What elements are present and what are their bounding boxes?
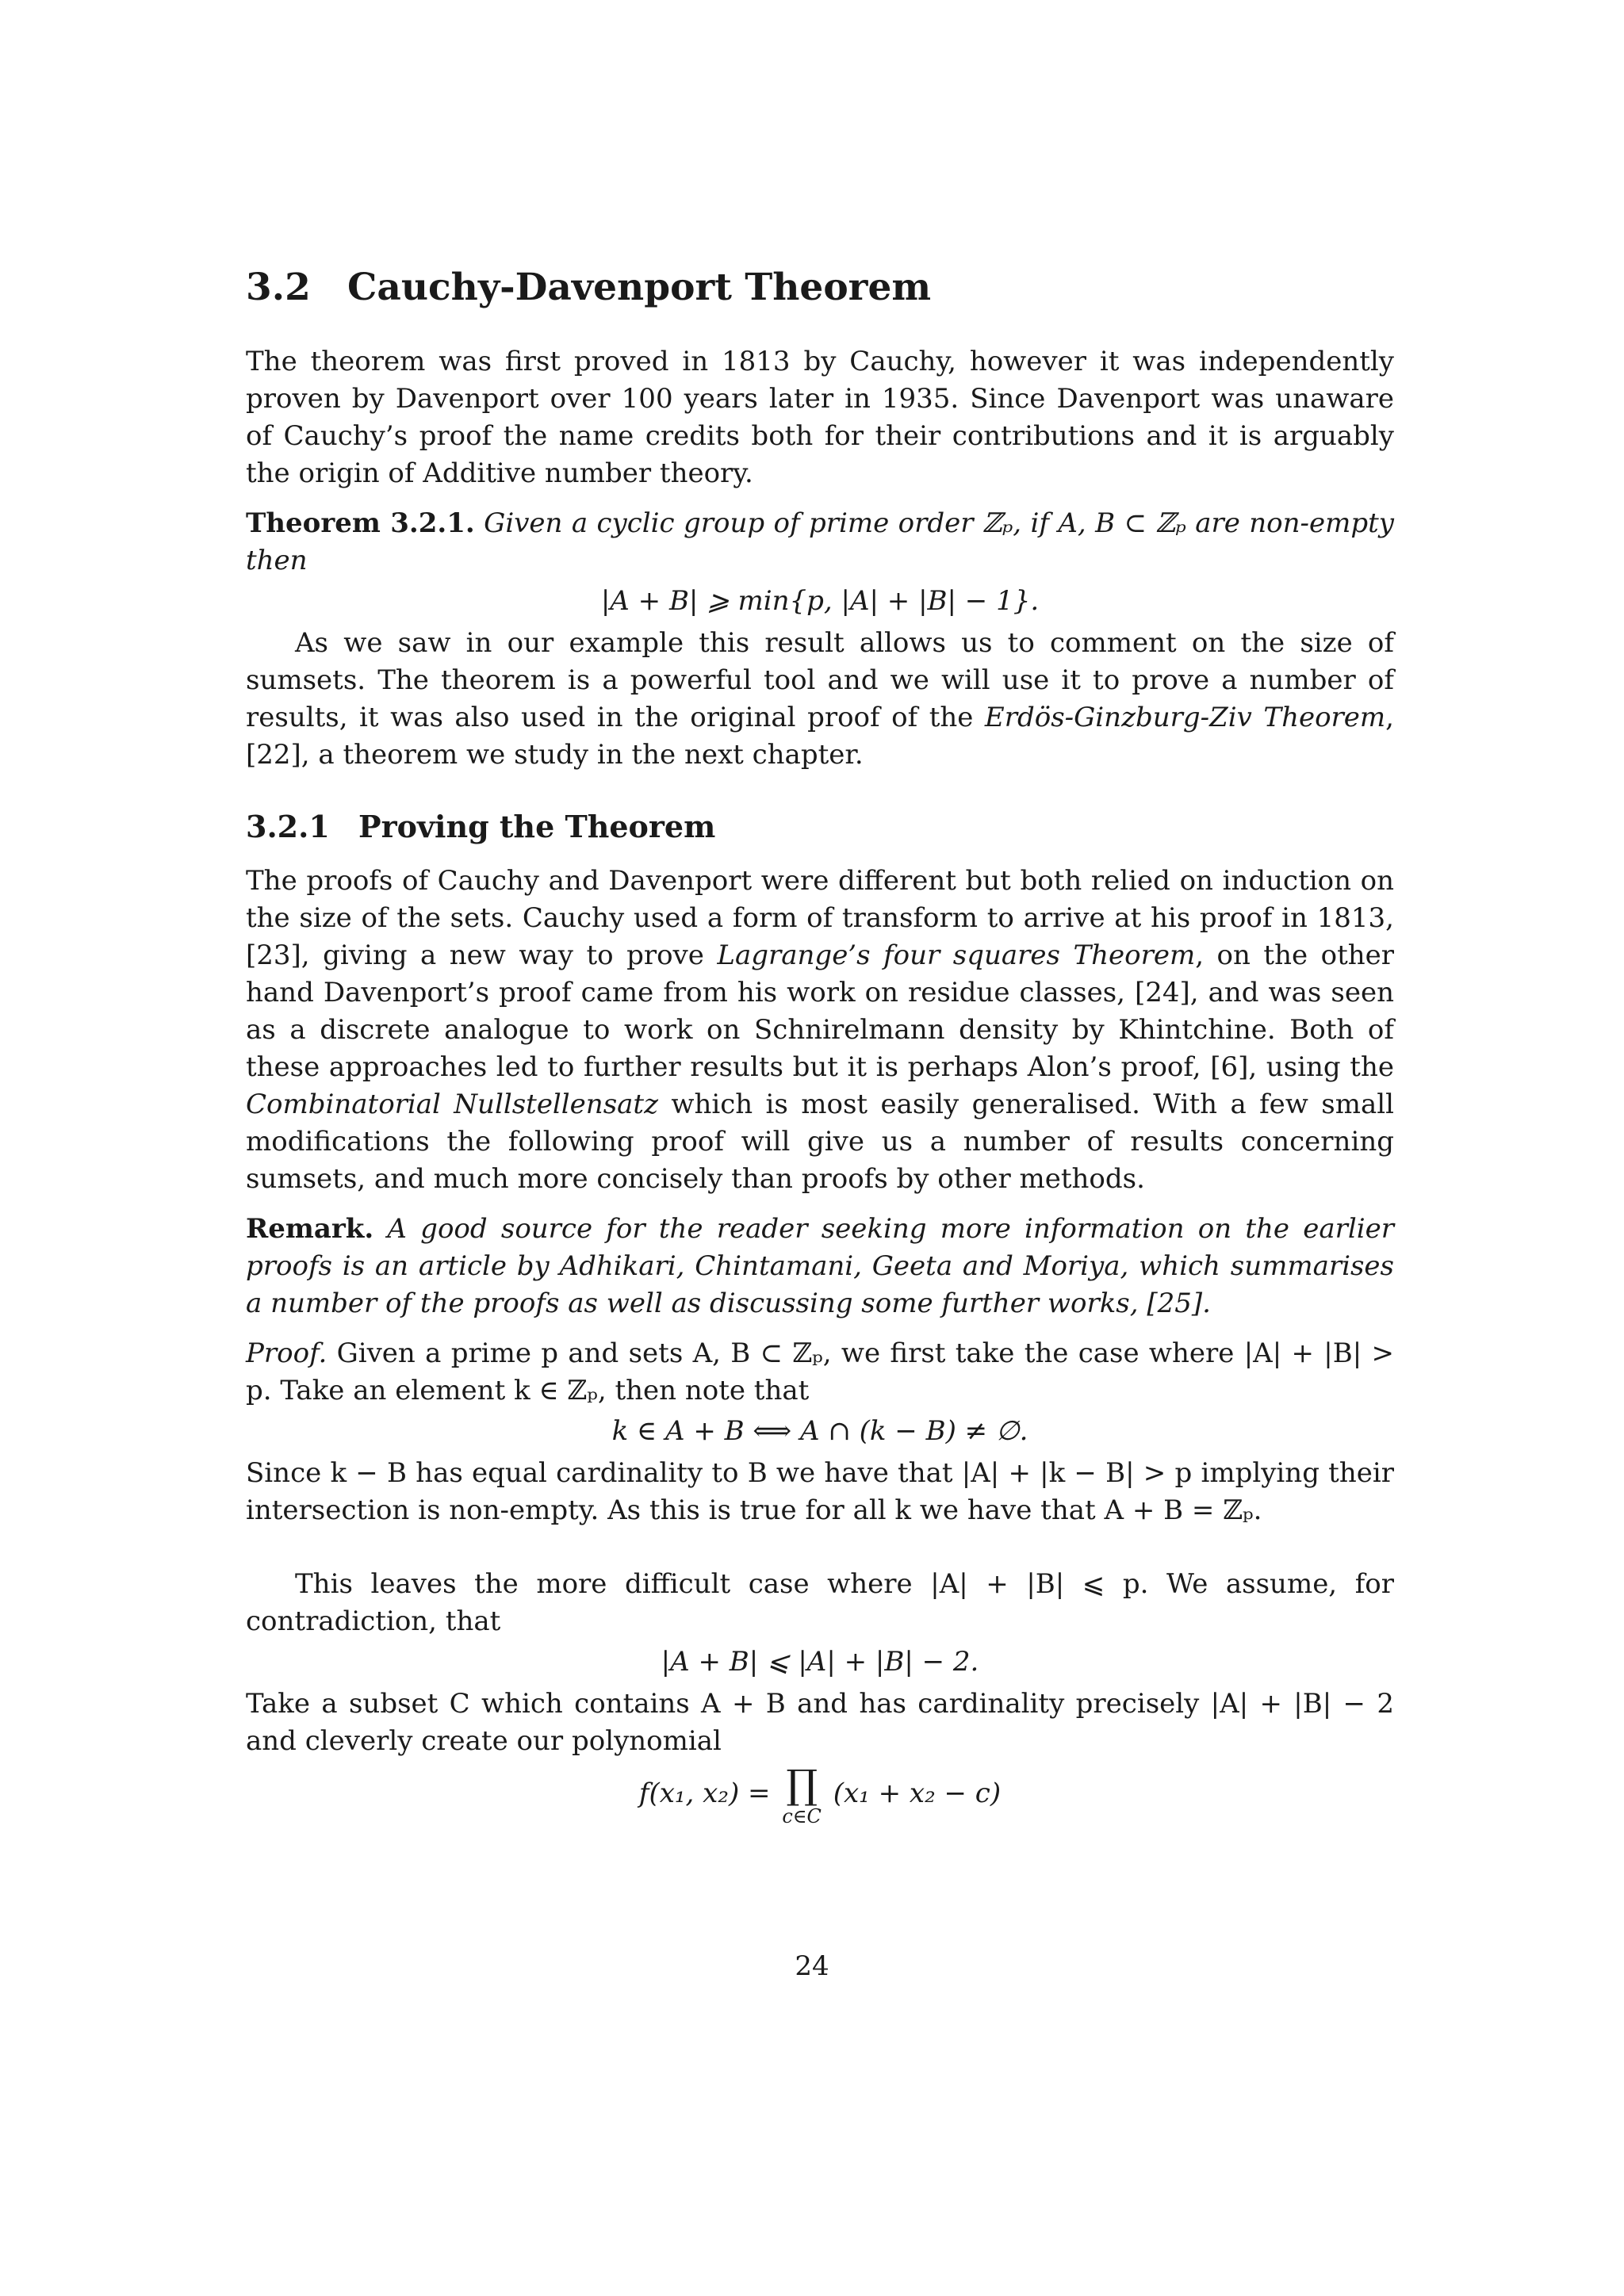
subsection-number: 3.2.1 (246, 809, 330, 845)
page-number: 24 (795, 1950, 829, 1982)
after-theorem-text-1: As we saw in our example this result allows us to comment on the size of sumsets. The theorem is a powerful tool and we will use it to prove a number of results, it was also used in the original proof of the (246, 627, 1394, 734)
subsection-title: Proving the Theorem (358, 809, 716, 845)
proving-paragraph (246, 863, 1394, 1198)
proof-text-2: Since k − B has equal cardinality to B we have that |A| + |k − B| > p implying their intersection is non-empty. As this is true for all k we have that A + B = ℤₚ. (246, 1456, 1394, 1526)
proof-label: Proof. (246, 1337, 327, 1369)
polynomial-lhs: f(x₁, x₂) = (638, 1777, 771, 1809)
proof-display-equation-3 (246, 1763, 1394, 1827)
product-subscript: c∈C (782, 1804, 822, 1827)
theorem-block (246, 505, 1394, 580)
remark-label: Remark. (246, 1212, 374, 1245)
after-theorem-text-2: , [22], a theorem we study in the next chapter. (246, 702, 1394, 771)
intro-paragraph: The theorem was first proved in 1813 by Cauchy, however it was independently proven by Davenport over 100 years later in 1935. Since Davenport was unaware of Cauchy’s proof the name credits both for their contributions and it is arguably the origin of Additive number theory. (246, 346, 1394, 490)
section-heading (246, 266, 1394, 310)
subsection-heading (246, 809, 1394, 845)
after-theorem-emph: Erdös-Ginzburg-Ziv Theorem (984, 702, 1386, 734)
remark-text: A good source for the reader seeking more information on the earlier proofs is an article by Adhikari, Chintamani, Geeta and Moriya, which summarises a number of the proofs as well as discussing some further works, [25]. (246, 1212, 1394, 1319)
proof-display-equation-1: k ∈ A + B ⟺ A ∩ (k − B) ≠ ∅. (611, 1414, 1028, 1447)
section-number: 3.2 (246, 266, 311, 309)
paragraph-gap (246, 1529, 1394, 1566)
proof-text: Given a prime p and sets A, B ⊂ ℤₚ, we first take the case where |A| + |B| > p. Take an element k ∈ ℤₚ, then note that (246, 1337, 1394, 1406)
proving-text-2: , on the other hand Davenport’s proof came from his work on residue classes, [24], and was seen as a discrete analogue to work on Schnirelmann density by Khintchine. Both of these approaches led to further results but it is perhaps Alon’s proof, [6], using the (246, 939, 1394, 1083)
product-symbol: ∏ (786, 1761, 818, 1808)
proof-block (246, 1335, 1394, 1410)
section-title: Cauchy-Davenport Theorem (347, 266, 932, 309)
remark-block (246, 1211, 1394, 1322)
polynomial-rhs: (x₁ + x₂ − c) (833, 1777, 1002, 1809)
theorem-display-equation: |A + B| ⩾ min{p, |A| + |B| − 1}. (600, 585, 1040, 618)
theorem-label: Theorem 3.2.1. (246, 507, 475, 540)
product-operator (782, 1763, 822, 1827)
proving-text-3: which is most easily generalised. With a few small modifications the following proof will give us a number of results concerning sumsets, and much more concisely than proofs by other methods. (246, 1088, 1394, 1195)
theorem-statement: Given a cyclic group of prime order ℤₚ, if A, B ⊂ ℤₚ are non-empty then (246, 507, 1394, 577)
proving-emph-2: Combinatorial Nullstellensatz (246, 1088, 658, 1120)
page-content (246, 266, 1394, 1831)
proving-emph-1: Lagrange’s four squares Theorem (717, 939, 1196, 971)
proof-text-3: This leaves the more difficult case where |A| + |B| ⩽ p. We assume, for contradiction, that (246, 1567, 1394, 1637)
proof-text-4: Take a subset C which contains A + B and has cardinality precisely |A| + |B| − 2 and cleverly create our polynomial (246, 1687, 1394, 1757)
proof-display-equation-2: |A + B| ⩽ |A| + |B| − 2. (661, 1645, 979, 1678)
proving-text-1: The proofs of Cauchy and Davenport were different but both relied on induction on the size of the sets. Cauchy used a form of transform to arrive at his proof in 1813, [23], giving a new way to prove (246, 864, 1394, 971)
after-theorem-paragraph (246, 625, 1394, 774)
